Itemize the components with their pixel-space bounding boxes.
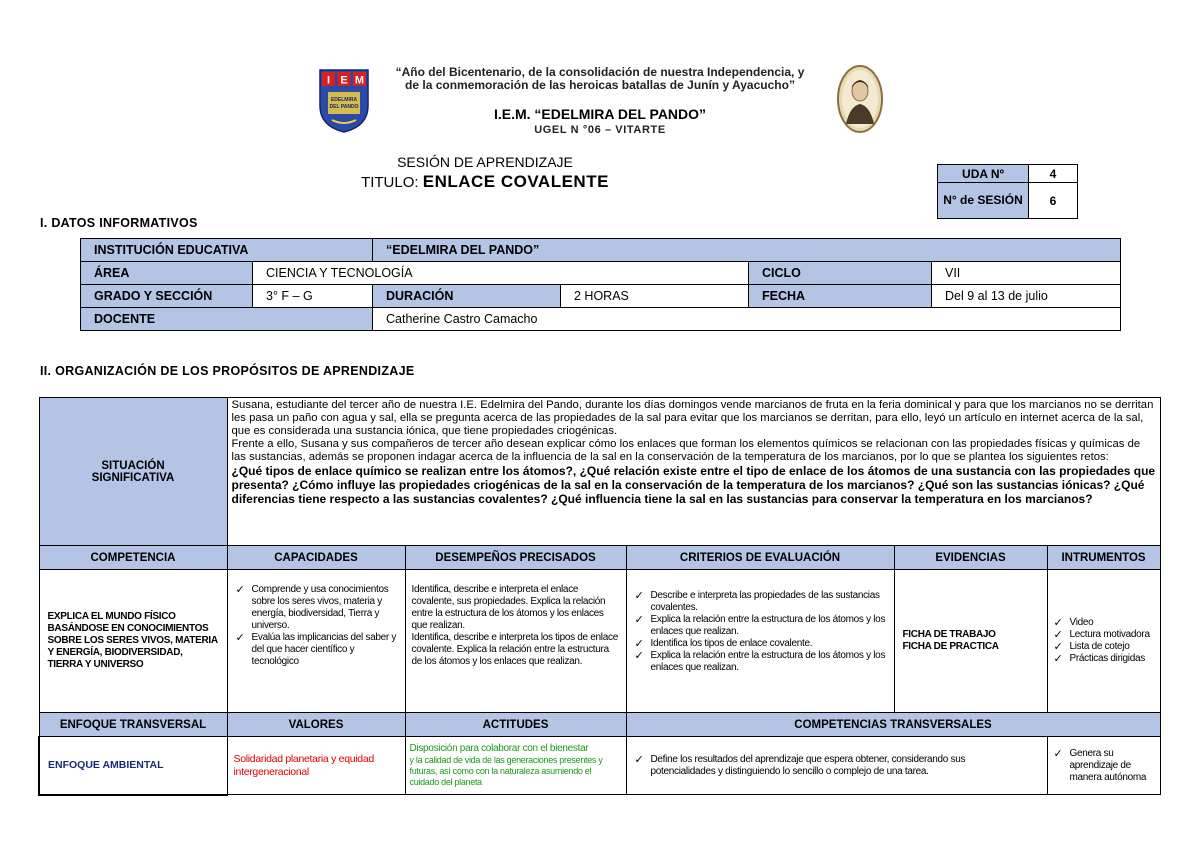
header-valores: VALORES xyxy=(227,713,405,737)
grado-label: GRADO Y SECCIÓN xyxy=(81,285,253,308)
school-name: I.E.M. “EDELMIRA DEL PANDO” xyxy=(493,106,707,122)
situacion-p1: Susana, estudiante del tercer año de nuestra I.E. Edelmira del Pando, durante los días domingos vende marcianos de fruta en la feria dominical y para que los marcianos no se derritan les pasa un paño con agua y sal, ella se pregunta acerca de las propiedades de la sal para evitar que los marcianos se derritan, para ello, leyó un artículo en internet acerca de la sal, que es considerada una sustancia iónica, que tiene propiedades criogénicas. xyxy=(231,399,1154,437)
session-label: SESIÓN DE APRENDIZAJE xyxy=(397,154,573,170)
competencia-transversal-item: ✓ Define los resultados del aprendizaje que espera obtener, considerando sus potencialidades y distinguiendo lo sencillo o complejo de una tarea. xyxy=(635,754,1031,778)
duracion-label: DURACIÓN xyxy=(373,285,561,308)
logo-text-1: EDELMIRA xyxy=(330,97,358,103)
actitud-line-2: y la calidad de vida de las generaciones presentes y futuras, así como con la naturaleza asumiendo el cuidado del planeta xyxy=(409,755,603,787)
title-prefix: TITULO: xyxy=(361,174,423,191)
criterio-item: ✓ Explica la relación entre la estructura de los átomos y los enlaces que realizan. xyxy=(635,614,888,638)
instrumento-item: ✓ Lista de cotejo xyxy=(1054,641,1156,653)
capacidad-item: ✓ Comprende y usa conocimientos sobre los seres vivos, materia y energía, biodiversidad, Tierra y universo. xyxy=(236,584,399,632)
situacion-p2: Frente a ello, Susana y sus compañeros de tercer año desean explicar cómo los enlaces que forman los elementos químicos se relacionan con las propiedades físicas y químicas de las sustancias, además se proponen indagar acerca de la influencia de la sal en la conservación de la temperatura de los marcianos, por lo que se plantea los siguientes retos: xyxy=(231,438,1141,463)
uda-table xyxy=(937,164,1078,219)
evidencia-item: FICHA DE PRACTICA xyxy=(902,641,999,652)
section-datos-heading: I. DATOS INFORMATIVOS xyxy=(40,216,198,230)
header-actitudes: ACTITUDES xyxy=(405,713,626,737)
evidencia-item: FICHA DE TRABAJO xyxy=(902,629,996,640)
institucion-value: “EDELMIRA DEL PANDO” xyxy=(373,239,1121,262)
fecha-label: FECHA xyxy=(749,285,932,308)
uda-label: UDA Nº xyxy=(938,165,1029,183)
area-label: ÁREA xyxy=(81,262,253,285)
session-number-value: 6 xyxy=(1029,183,1078,219)
competencia-transversal-1 xyxy=(626,737,1047,795)
header-capacidades: CAPACIDADES xyxy=(227,546,405,570)
actitudes-cell xyxy=(405,737,626,795)
docente-value: Catherine Castro Camacho xyxy=(373,308,1121,331)
motto xyxy=(380,66,820,92)
docente-label: DOCENTE xyxy=(81,308,373,331)
header-instrumentos: INTRUMENTOS xyxy=(1047,546,1160,570)
criterio-item: ✓ Identifica los tipos de enlace covalente. xyxy=(635,638,888,650)
proposito-table xyxy=(38,397,1161,796)
uda-value: 4 xyxy=(1029,165,1078,183)
situacion-label: SITUACIÓN SIGNIFICATIVA xyxy=(39,398,227,546)
criterio-item: ✓ Explica la relación entre la estructura de los átomos y los enlaces que realizan. xyxy=(635,650,888,674)
duracion-value: 2 HORAS xyxy=(561,285,749,308)
desempeno-item: Identifica, describe e interpreta el enlace covalente, sus propiedades. Explica la relación entre la estructura de los átomos y los enlaces que realizan. xyxy=(411,584,606,631)
criterios-cell xyxy=(626,570,894,713)
competencia-cell: EXPLICA EL MUNDO FÍSICO BASÁNDOSE EN CONOCIMIENTOS SOBRE LOS SERES VIVOS, MATERIA Y ENERGÍA, BIODIVERSIDAD, TIERRA Y UNIVERSO xyxy=(39,570,227,713)
institucion-label: INSTITUCIÓN EDUCATIVA xyxy=(81,239,373,262)
logo-letter-e: E xyxy=(340,74,348,87)
section-proposito-heading: II. ORGANIZACIÓN DE LOS PROPÓSITOS DE APRENDIZAJE xyxy=(40,364,415,378)
evidencias-cell xyxy=(894,570,1047,713)
enfoque-cell: ENFOQUE AMBIENTAL xyxy=(39,737,227,795)
header-criterios: CRITERIOS DE EVALUACIÓN xyxy=(626,546,894,570)
situacion-questions: ¿Qué tipos de enlace químico se realizan entre los átomos?, ¿Qué relación existe entre el tipo de enlace de los átomos de una sustancia con las propiedades que presenta? ¿Cómo influye las propiedades criogénicas de la sal en la conservación de la temperatura de los marcianos? ¿Qué son las sustancias iónicas? ¿Qué diferencias tiene respecto a las sustancias covalentes? ¿Qué influencia tiene la sal en las sustancias para conservar la temperatura en los marcianos? xyxy=(231,464,1156,506)
ugel: UGEL N °06 – VITARTE xyxy=(534,124,666,136)
valores-cell: Solidaridad planetaria y equidad intergeneracional xyxy=(227,737,405,795)
instrumento-item: ✓ Lectura motivadora xyxy=(1054,629,1156,641)
instrumento-item: ✓ Prácticas dirigidas xyxy=(1054,653,1156,665)
grado-value: 3° F – G xyxy=(253,285,373,308)
logo-letter-i: I xyxy=(326,74,331,87)
fecha-value: Del 9 al 13 de julio xyxy=(932,285,1121,308)
capacidad-item: ✓ Evalúa las implicancias del saber y del que hacer científico y tecnológico xyxy=(236,632,399,668)
ciclo-value: VII xyxy=(932,262,1121,285)
situacion-text xyxy=(227,398,1160,546)
criterio-item: ✓ Describe e interpreta las propiedades de las sustancias covalentes. xyxy=(635,590,888,614)
competencia-transversal-2 xyxy=(1047,737,1160,795)
header-enfoque: ENFOQUE TRANSVERSAL xyxy=(39,713,227,737)
datos-table xyxy=(80,238,1121,331)
area-value: CIENCIA Y TECNOLOGÍA xyxy=(253,262,749,285)
logo-text-2: DEL PANDO xyxy=(329,104,359,110)
portrait-image xyxy=(836,64,884,134)
instrumento-item: ✓ Video xyxy=(1054,617,1156,629)
motto-line-1: “Año del Bicentenario, de la consolidación de nuestra Independencia, y xyxy=(395,65,805,79)
header-desempenos: DESEMPEÑOS PRECISADOS xyxy=(405,546,626,570)
motto-line-2: de la conmemoración de las heroicas batallas de Junín y Ayacucho” xyxy=(405,78,795,92)
ciclo-label: CICLO xyxy=(749,262,932,285)
instrumentos-cell xyxy=(1047,570,1160,713)
title-value: ENLACE COVALENTE xyxy=(422,172,609,191)
desempeno-item: Identifica, describe e interpreta los tipos de enlace covalente. Explica la relación entre la estructura de los átomos y los enlaces que realizan. xyxy=(411,632,618,667)
capacidades-cell xyxy=(227,570,405,713)
desempenos-cell xyxy=(405,570,626,713)
header-competencias-transversales: COMPETENCIAS TRANSVERSALES xyxy=(626,713,1160,737)
header-competencia: COMPETENCIA xyxy=(39,546,227,570)
header-evidencias: EVIDENCIAS xyxy=(894,546,1047,570)
competencia-transversal-item: ✓ Genera su aprendizaje de manera autónoma xyxy=(1054,748,1154,784)
actitud-line-1: Disposición para colaborar con el bienestar xyxy=(409,743,589,754)
logo-letter-m: M xyxy=(354,74,365,87)
session-number-label: N° de SESIÓN xyxy=(938,183,1029,219)
session-title xyxy=(330,172,640,192)
school-logo xyxy=(314,66,374,134)
